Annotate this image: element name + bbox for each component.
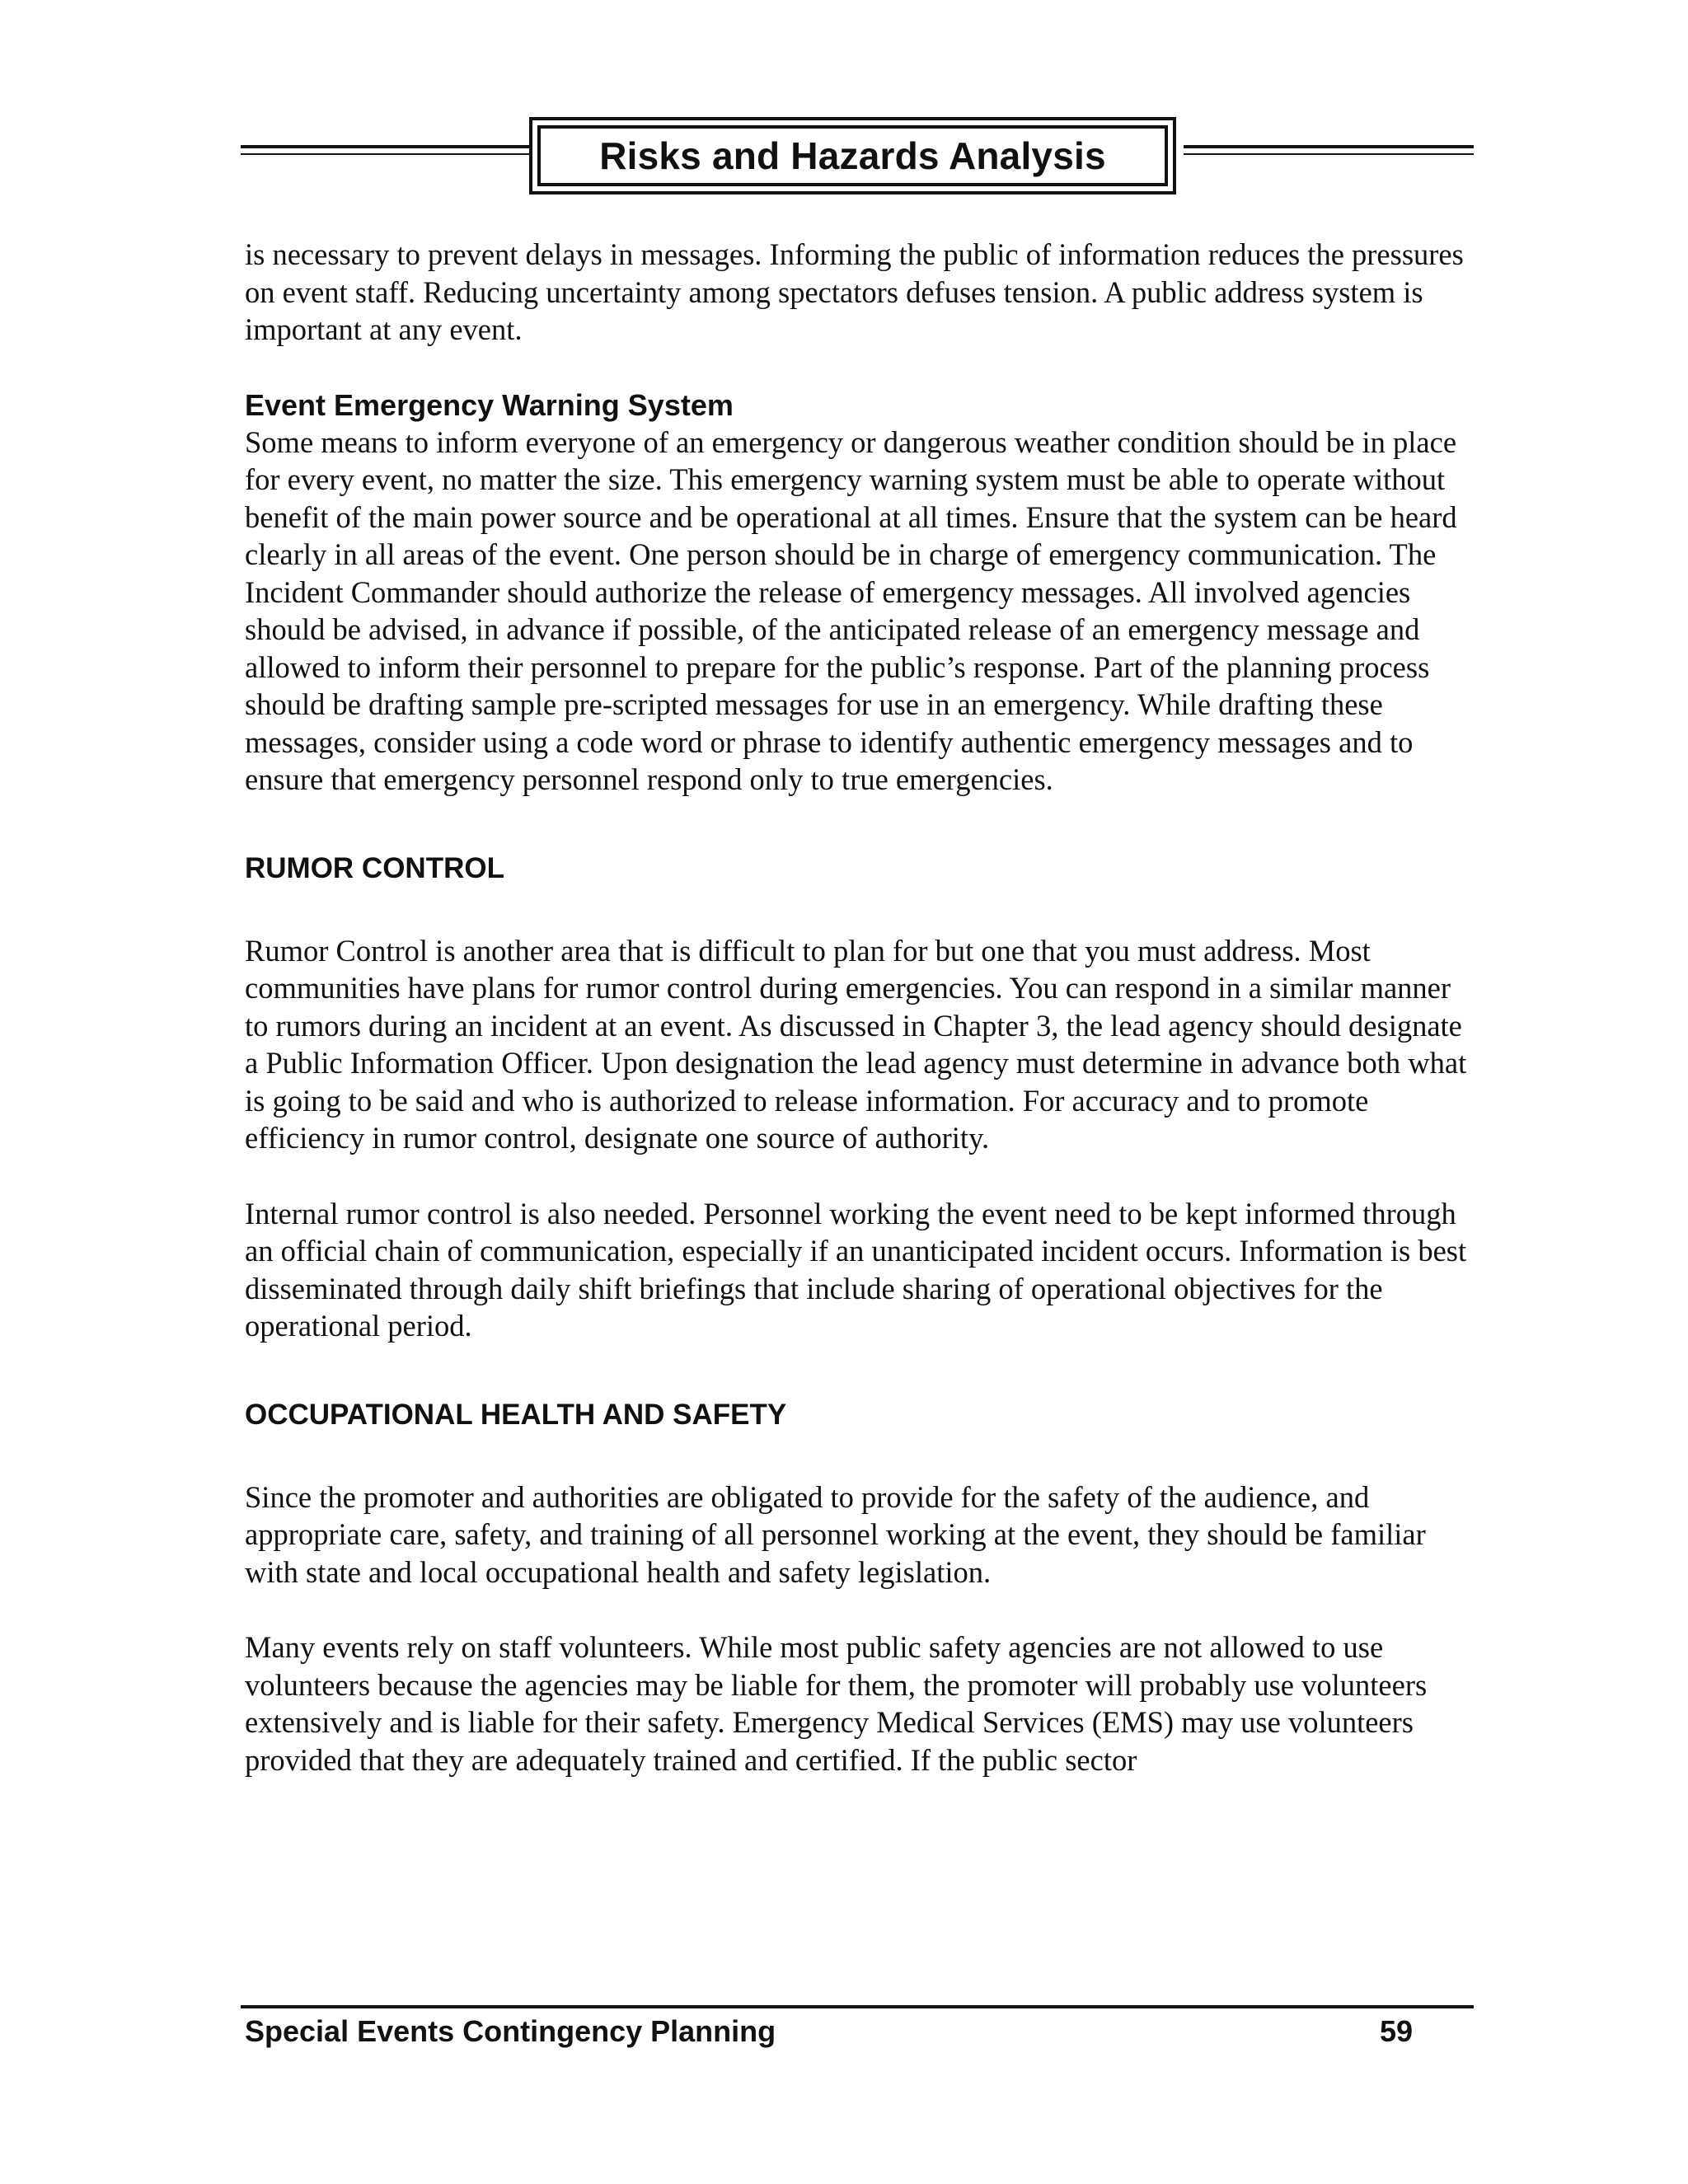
section-occupational-health [245,1396,1473,1779]
header-rule-left [241,145,529,155]
section-warning-system [245,387,1473,799]
footer-title: Special Events Contingency Planning [245,2014,776,2048]
header-title: Risks and Hazards Analysis [599,134,1106,177]
header-rule-right [1184,145,1474,155]
page-header [241,117,1474,199]
page-number: 59 [1380,2014,1414,2048]
header-title-box-inner [537,125,1168,186]
occupational-health-paragraph-1: Since the promoter and authorities are obligated to provide for the safety of the audience, and appropriate care, safety, and training of all personnel working at the event, they should be familiar with state and local occupational health and safety legislation. [245,1479,1426,1589]
section-heading-rumor-control: RUMOR CONTROL [245,851,504,884]
page-body [245,236,1473,1779]
rumor-control-paragraph-2: Internal rumor control is also needed. Personnel working the event need to be kept informed through an official chain of communication, especially if an unanticipated incident occurs. Information is best disseminated through daily shift briefings that include sharing of operational objectives for the operational period. [245,1196,1467,1343]
section-heading-occupational-health: OCCUPATIONAL HEALTH AND SAFETY [245,1398,787,1431]
rumor-control-paragraph-1: Rumor Control is another area that is difficult to plan for but one that you must address. Most communities have plans for rumor control during emergencies. You can respond in a similar manner to rumors during an incident at an event. As discussed in Chapter 3, the lead agency should designate a Public Information Officer. Upon designation the lead agency must determine in advance both what is going to be said and who is authorized to release information. For accuracy and to promote efficiency in rumor control, designate one source of authority. [245,933,1467,1155]
header-title-box [529,117,1176,194]
footer-rule [241,2005,1474,2008]
subheading-warning-system: Event Emergency Warning System [245,387,734,422]
intro-paragraph: is necessary to prevent delays in messages. Informing the public of information reduces the pressures on event staff. Reducing uncertainty among spectators defuses tension. A public address system is important at any event. [245,237,1464,346]
occupational-health-paragraph-2: Many events rely on staff volunteers. While most public safety agencies are not allowed to use volunteers because the agencies may be liable for them, the promoter will probably use volunteers extensively and is liable for their safety. Emergency Medical Services (EMS) may use volunteers provided that they are adequately trained and certified. If the public sector [245,1630,1428,1777]
section-rumor-control [245,850,1473,1345]
warning-system-paragraph: Some means to inform everyone of an emergency or dangerous weather condition should be in place for every event, no matter the size. This emergency warning system must be able to operate without benefit of the main power source and be operational at all times. Ensure that the system can be heard clearly in all areas of the event. One person should be in charge of emergency communication. The Incident Commander should authorize the release of emergency messages. All involved agencies should be advised, in advance if possible, of the anticipated release of an emergency message and allowed to inform their personnel to prepare for the public’s response. Part of the planning process should be drafting sample pre-scripted messages for use in an emergency. While drafting these messages, consider using a code word or phrase to identify authentic emergency messages and to ensure that emergency personnel respond only to true emergencies. [245,424,1457,796]
